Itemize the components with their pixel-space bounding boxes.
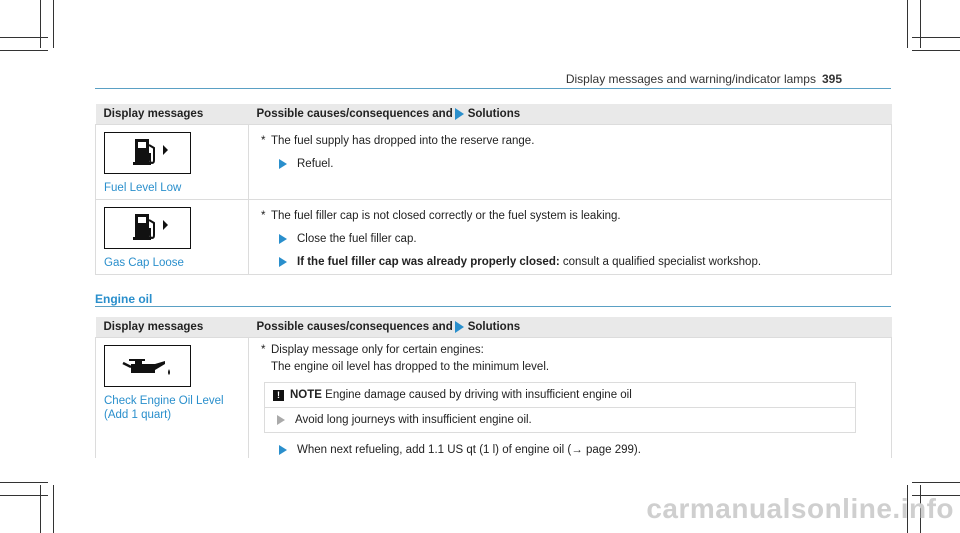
arrow-icon (279, 445, 287, 455)
note-step (265, 408, 855, 432)
note-label: NOTE (290, 389, 322, 402)
crop-mark (0, 37, 48, 38)
crop-mark (0, 495, 48, 496)
note-box (264, 382, 856, 433)
table-row (96, 200, 892, 275)
table-header-row (96, 104, 892, 125)
running-header (566, 72, 842, 86)
message-label-sub: (Add 1 quart) (104, 409, 172, 422)
section-rule (95, 306, 891, 307)
cause-cell (249, 125, 892, 200)
solution-step (279, 232, 891, 246)
col-solutions-label: Solutions (467, 321, 521, 334)
crop-mark (920, 0, 921, 48)
message-label: Fuel Level Low (104, 182, 182, 195)
section-title: Engine oil (95, 292, 153, 306)
cause-text-2: The engine oil level has dropped to the minimum level. (271, 361, 550, 374)
crop-mark (907, 0, 908, 48)
display-message-cell (96, 125, 249, 200)
arrow-icon (455, 321, 464, 333)
cause-cell (249, 338, 892, 458)
crop-mark (40, 0, 41, 48)
oil-can-icon (104, 345, 191, 387)
fuel-pump-icon (104, 132, 191, 174)
table-row (96, 125, 892, 200)
message-label: Gas Cap Loose (104, 257, 184, 270)
cause-text (261, 209, 891, 223)
cause-text (261, 343, 891, 357)
warning-icon: ! (273, 390, 284, 401)
fuel-pump-icon (104, 207, 191, 249)
fuel-messages-table (95, 104, 892, 275)
step-text: When next refueling, add 1.1 US qt (1 l) of engine oil ( (297, 444, 572, 457)
step-text: Close the fuel filler cap. (297, 233, 417, 246)
solution-step (279, 255, 891, 269)
crop-mark (912, 482, 960, 483)
page-ref-arrow: → (571, 444, 583, 457)
col-solutions-label: Solutions (467, 108, 521, 121)
arrow-icon (455, 108, 464, 120)
crop-mark (912, 37, 960, 38)
cause-sentence: Display message only for certain engines: (271, 344, 484, 357)
step-condition: If the fuel filler cap was already properly closed: (297, 256, 560, 269)
display-message-cell (96, 200, 249, 275)
header-rule (95, 88, 891, 89)
col-display-messages: Display messages (96, 104, 249, 125)
table-header-row (96, 317, 892, 338)
solution-step (279, 443, 891, 457)
cause-text (261, 134, 891, 148)
arrow-icon (279, 257, 287, 267)
col-causes-solutions (249, 104, 892, 125)
note-header (265, 383, 855, 408)
star-marker: * (261, 210, 266, 223)
note-text: Engine damage caused by driving with insufficient engine oil (321, 389, 632, 402)
engine-oil-table (95, 317, 892, 458)
crop-mark (912, 50, 960, 51)
cause-sentence: The fuel supply has dropped into the reserve range. (271, 135, 535, 148)
col-causes-label: Possible causes/consequences and (256, 321, 453, 334)
page-number: 395 (821, 72, 842, 86)
arrow-icon (279, 234, 287, 244)
crop-mark (40, 485, 41, 533)
message-label: Check Engine Oil Level (104, 395, 224, 408)
col-causes-solutions (249, 317, 892, 338)
header-title: Display messages and warning/indicator lamps (565, 72, 816, 86)
star-marker: * (261, 135, 266, 148)
arrow-icon (279, 159, 287, 169)
display-message-cell (96, 338, 249, 458)
cause-cell (249, 200, 892, 275)
watermark: carmanualsonline.info (646, 493, 954, 524)
crop-mark (53, 0, 54, 48)
crop-mark (53, 485, 54, 533)
note-step-text: Avoid long journeys with insufficient engine oil. (295, 414, 532, 427)
col-display-messages: Display messages (96, 317, 249, 338)
crop-mark (0, 50, 48, 51)
solution-step (279, 157, 891, 171)
col-causes-label: Possible causes/consequences and (256, 108, 453, 121)
table-row (96, 338, 892, 458)
crop-mark (0, 482, 48, 483)
page-ref-text: page 299). (582, 444, 641, 457)
step-text: Refuel. (297, 158, 334, 171)
arrow-icon (277, 415, 285, 425)
cause-sentence: The fuel filler cap is not closed correctly or the fuel system is leaking. (271, 210, 621, 223)
star-marker: * (261, 344, 266, 357)
step-text: consult a qualified specialist workshop. (559, 256, 762, 269)
